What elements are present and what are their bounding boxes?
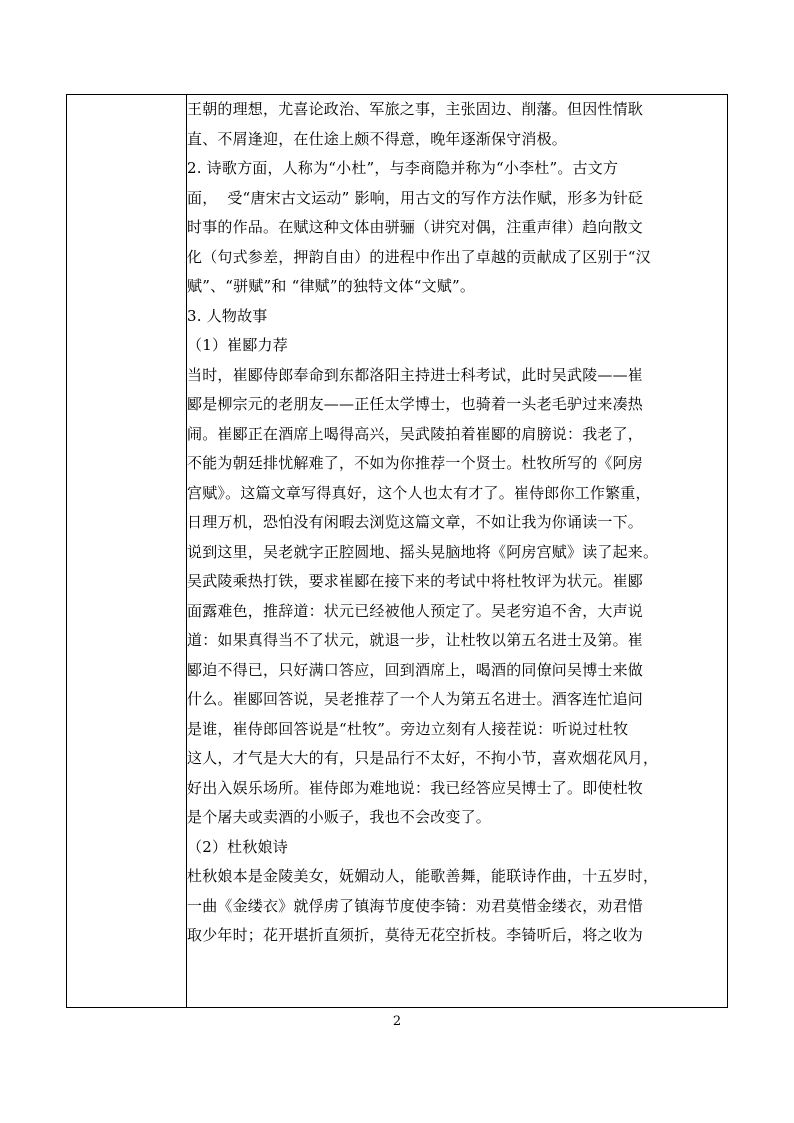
- text-line: 什么。崔郾回答说，吴老推荐了一个人为第五名进士。酒客连忙追问: [187, 690, 644, 708]
- subsection-heading: （2）杜秋娘诗: [187, 837, 288, 856]
- text-line: 吴武陵乘热打铁，要求崔郾在接下来的考试中将杜牧评为状元。崔郾: [187, 572, 644, 590]
- page-number: 2: [392, 1014, 402, 1029]
- text-line: 郾迫不得已，只好满口答应，回到酒席上，喝酒的同僚问吴博士来做: [187, 660, 644, 679]
- text-line: 说到这里，吴老就字正腔圆地、摇头晃脑地将《阿房宫赋》读了起来。: [187, 542, 659, 561]
- empty-left-cell: [67, 95, 187, 1008]
- text-line: 杜秋娘本是金陵美女，妩媚动人，能歌善舞，能联诗作曲，十五岁时，: [187, 867, 659, 885]
- text-line: 宫赋》。这篇文章写得真好，这个人也太有才了。崔侍郎你工作繁重，: [187, 483, 651, 502]
- text-line: 一曲《金缕衣》就俘虏了镇海节度使李锜：劝君莫惜金缕衣，劝君惜: [187, 896, 644, 915]
- text-line: 王朝的理想，尤喜论政治、军旅之事，主张固边、削藩。但因性情耿: [187, 100, 644, 118]
- text-line: 郾是柳宗元的老朋友——正任太学博士，也骑着一头老毛驴过来凑热: [187, 395, 644, 413]
- text-line: 取少年时；花开堪折直须折，莫待无花空折枝。李锜听后，将之收为: [187, 926, 644, 944]
- text-line: 是谁，崔侍郎回答说是“杜牧”。旁边立刻有人接茬说：听说过杜牧: [187, 719, 629, 738]
- text-line: 道：如果真得当不了状元，就退一步，让杜牧以第五名进士及第。崔: [187, 631, 644, 649]
- section-heading: 3. 人物故事: [187, 306, 268, 325]
- text-line: 化（句式参差，押韵自由）的进程中作出了卓越的贡献成了区别于“汉: [187, 247, 651, 266]
- text-line: 2. 诗歌方面，人称为“小杜”，与李商隐并称为“小李杜”。古文方: [187, 159, 619, 177]
- text-line: 好出入娱乐场所。崔侍郎为难地说：我已经答应吴博士了。即使杜牧: [187, 778, 644, 797]
- text-line: 当时，崔郾侍郎奉命到东都洛阳主持进士科考试，此时吴武陵——崔: [187, 365, 644, 384]
- text-line: 是个屠夫或卖酒的小贩子，我也不会改变了。: [187, 808, 492, 826]
- text-line: 日理万机，恐怕没有闲暇去浏览这篇文章，不如让我为你诵读一下。: [187, 513, 644, 531]
- subsection-heading: （1）崔郾力荐: [187, 336, 288, 354]
- text-line: 面露难色，推辞道：状元已经被他人预定了。吴老穷追不舍，大声说: [187, 601, 644, 620]
- text-line: 赋”、“骈赋”和 “律赋”的独特文体“文赋”。: [187, 277, 476, 295]
- text-line: 闹。崔郾正在酒席上喝得高兴，吴武陵拍着崔郾的肩膀说：我老了，: [187, 424, 644, 443]
- text-line: 不能为朝廷排忧解难了，不如为你推荐一个贤士。杜牧所写的《阿房: [187, 454, 644, 472]
- text-line: 直、不屑逢迎，在仕途上颇不得意，晚年逐渐保守消极。: [187, 129, 568, 148]
- content-table: [66, 94, 728, 1008]
- text-line: 这人，才气是大大的有，只是品行不太好，不拘小节，喜欢烟花风月，: [187, 749, 659, 767]
- text-line: 时事的作品。在赋这种文体由骈骊（讲究对偶，注重声律）趋向散文: [187, 218, 644, 236]
- text-cell: [187, 95, 728, 1008]
- text-line: 面， 受“唐宋古文运动” 影响，用古文的写作方法作赋，形多为针砭: [187, 188, 644, 207]
- table-row: [67, 95, 728, 1008]
